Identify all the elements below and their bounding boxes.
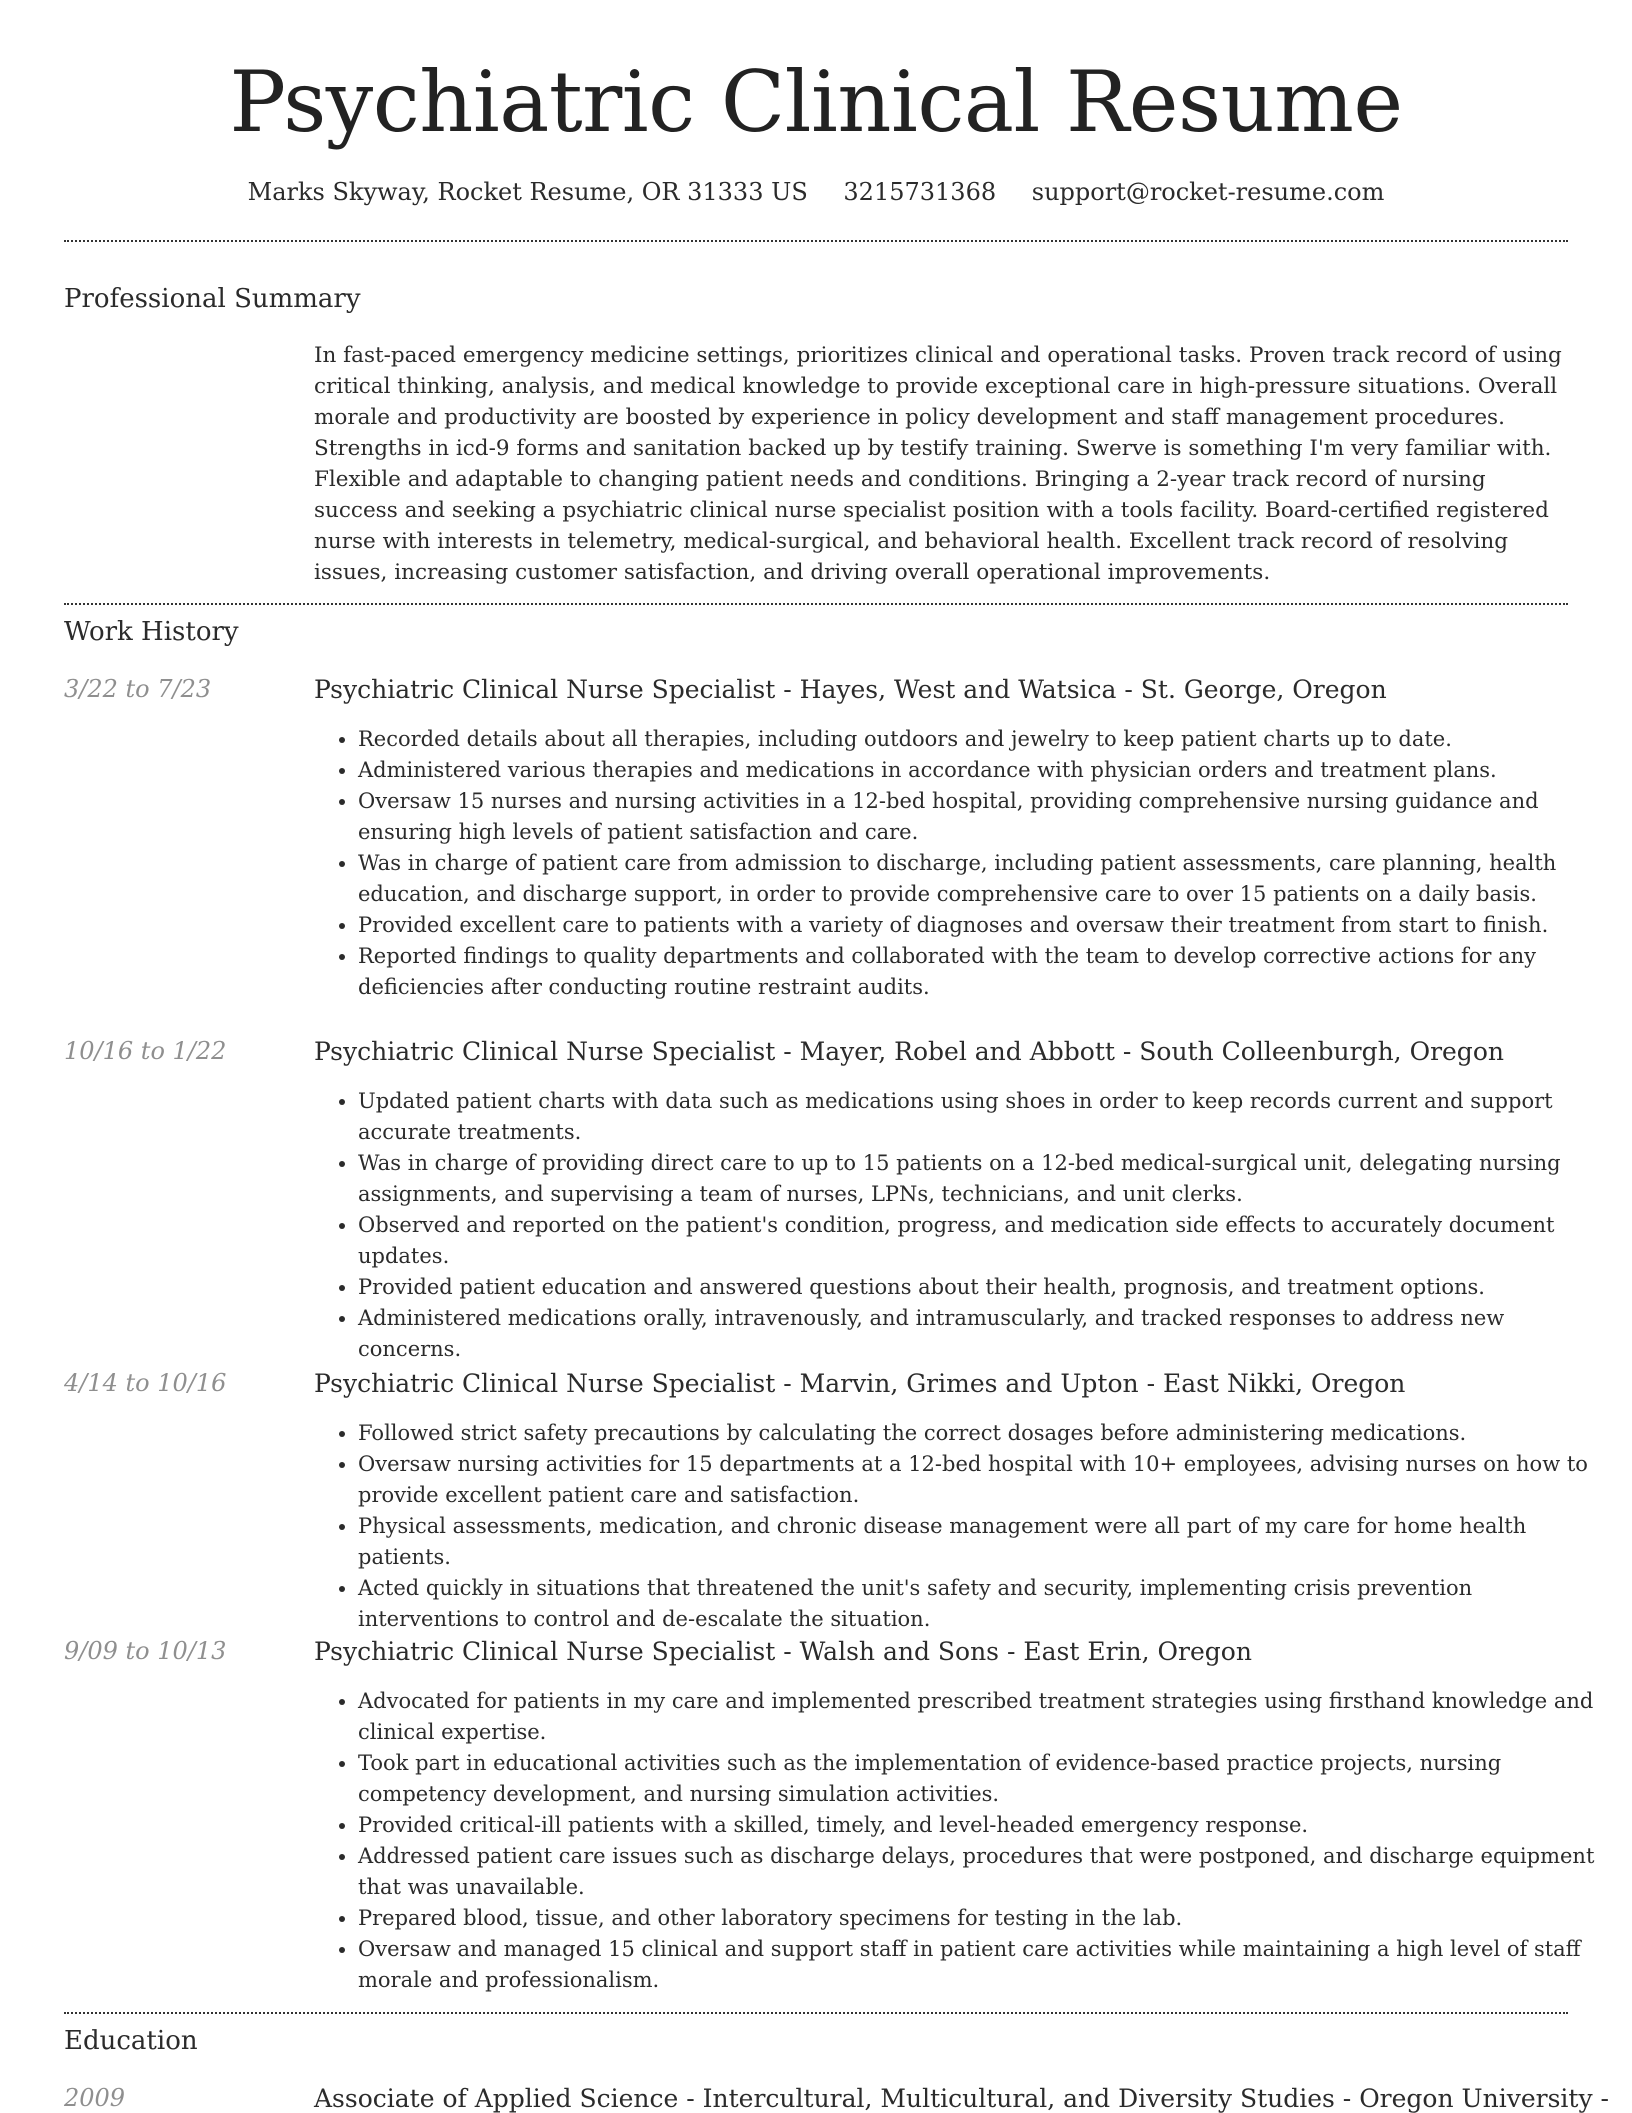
section-title-education: Education bbox=[64, 2026, 198, 2056]
list-item: • Followed strict safety precautions by calculating the correct dosages before administering medications. bbox=[358, 1418, 1612, 1449]
education-title: Associate of Applied Science - Intercultural, Multicultural, and Diversity Studies - Oregon University - bbox=[314, 2084, 1609, 2113]
job-dates: 4/14 to 10/16 bbox=[64, 1369, 227, 1397]
list-item: • Updated patient charts with data such as medications using shoes in order to keep records current and support accurate treatments. bbox=[358, 1086, 1612, 1148]
list-item: • Administered medications orally, intravenously, and intramuscularly, and tracked responses to address new concerns. bbox=[358, 1303, 1612, 1365]
list-item: • Oversaw 15 nurses and nursing activities in a 12-bed hospital, providing comprehensive nursing guidance and ensuring high levels of patient satisfaction and care. bbox=[358, 786, 1612, 848]
list-item: • Prepared blood, tissue, and other laboratory specimens for testing in the lab. bbox=[358, 1903, 1612, 1934]
education-year: 2009 bbox=[64, 2084, 126, 2112]
list-item: • Addressed patient care issues such as discharge delays, procedures that were postponed, and discharge equipment that was unavailable. bbox=[358, 1841, 1612, 1903]
list-item: • Advocated for patients in my care and implemented prescribed treatment strategies using firsthand knowledge and clinical expertise. bbox=[358, 1686, 1612, 1748]
divider bbox=[64, 2012, 1568, 2014]
list-item: • Acted quickly in situations that threatened the unit's safety and security, implementing crisis prevention interventions to control and de-escalate the situation. bbox=[358, 1573, 1612, 1635]
list-item: • Reported findings to quality departments and collaborated with the team to develop corrective actions for any deficiencies after conducting routine restraint audits. bbox=[358, 941, 1612, 1003]
list-item: • Took part in educational activities such as the implementation of evidence-based practice projects, nursing competency development, and nursing simulation activities. bbox=[358, 1748, 1612, 1810]
summary-text: In fast-paced emergency medicine settings, prioritizes clinical and operational tasks. Proven track record of using critical thinking, analysis, and medical knowledge to provide exceptional care in high-pressure situations. Overall morale and productivity are boosted by experience in policy development and staff management procedures. Strengths in icd-9 forms and sanitation backed up by testify training. Swerve is something I'm very familiar with. Flexible and adaptable to changing patient needs and conditions. Bringing a 2-year track record of nursing success and seeking a psychiatric clinical nurse specialist position with a tools facility. Board-certified registered nurse with interests in telemetry, medical-surgical, and behavioral health. Excellent track record of resolving issues, increasing customer satisfaction, and driving overall operational improvements. bbox=[314, 343, 1562, 585]
section-title-summary: Professional Summary bbox=[64, 284, 361, 314]
job-dates: 10/16 to 1/22 bbox=[64, 1037, 227, 1065]
job-bullets bbox=[314, 1418, 1612, 1635]
list-item: • Observed and reported on the patient's condition, progress, and medication side effects to accurately document updates. bbox=[358, 1210, 1612, 1272]
section-title-work-history: Work History bbox=[64, 617, 239, 647]
job-dates: 3/22 to 7/23 bbox=[64, 675, 212, 703]
list-item: • Physical assessments, medication, and chronic disease management were all part of my care for home health patients. bbox=[358, 1511, 1612, 1573]
contact-line bbox=[64, 178, 1568, 206]
job-title: Psychiatric Clinical Nurse Specialist - Marvin, Grimes and Upton - East Nikki, Oregon bbox=[314, 1369, 1406, 1398]
list-item: • Oversaw and managed 15 clinical and support staff in patient care activities while maintaining a high level of staff morale and professionalism. bbox=[358, 1934, 1612, 1996]
job-title: Psychiatric Clinical Nurse Specialist - Mayer, Robel and Abbott - South Colleenburgh, Oregon bbox=[314, 1037, 1504, 1066]
job-bullets bbox=[314, 724, 1612, 1003]
list-item: • Administered various therapies and medications in accordance with physician orders and treatment plans. bbox=[358, 755, 1612, 786]
contact-email: support@rocket-resume.com bbox=[1031, 178, 1385, 206]
job-title: Psychiatric Clinical Nurse Specialist - Walsh and Sons - East Erin, Oregon bbox=[314, 1637, 1252, 1666]
divider bbox=[64, 603, 1568, 605]
divider bbox=[64, 240, 1568, 242]
list-item: • Provided patient education and answered questions about their health, prognosis, and treatment options. bbox=[358, 1272, 1612, 1303]
job-title: Psychiatric Clinical Nurse Specialist - Hayes, West and Watsica - St. George, Oregon bbox=[314, 675, 1387, 704]
job-dates: 9/09 to 10/13 bbox=[64, 1637, 227, 1665]
list-item: • Provided critical-ill patients with a skilled, timely, and level-headed emergency response. bbox=[358, 1810, 1612, 1841]
contact-address: Marks Skyway, Rocket Resume, OR 31333 US bbox=[247, 178, 808, 206]
job-bullets bbox=[314, 1086, 1612, 1365]
list-item: • Recorded details about all therapies, including outdoors and jewelry to keep patient charts up to date. bbox=[358, 724, 1612, 755]
list-item: • Was in charge of providing direct care to up to 15 patients on a 12-bed medical-surgical unit, delegating nursing assignments, and supervising a team of nurses, LPNs, technicians, and unit clerks. bbox=[358, 1148, 1612, 1210]
job-bullets bbox=[314, 1686, 1612, 1996]
contact-phone: 3215731368 bbox=[843, 178, 997, 206]
resume-title: Psychiatric Clinical Resume bbox=[229, 53, 1403, 151]
list-item: • Oversaw nursing activities for 15 departments at a 12-bed hospital with 10+ employees, advising nurses on how to provide excellent patient care and satisfaction. bbox=[358, 1449, 1612, 1511]
list-item: • Provided excellent care to patients with a variety of diagnoses and oversaw their treatment from start to finish. bbox=[358, 910, 1612, 941]
resume-page bbox=[64, 0, 1609, 2113]
list-item: • Was in charge of patient care from admission to discharge, including patient assessments, care planning, health education, and discharge support, in order to provide comprehensive care to over 15 patients on a daily basis. bbox=[358, 848, 1612, 910]
